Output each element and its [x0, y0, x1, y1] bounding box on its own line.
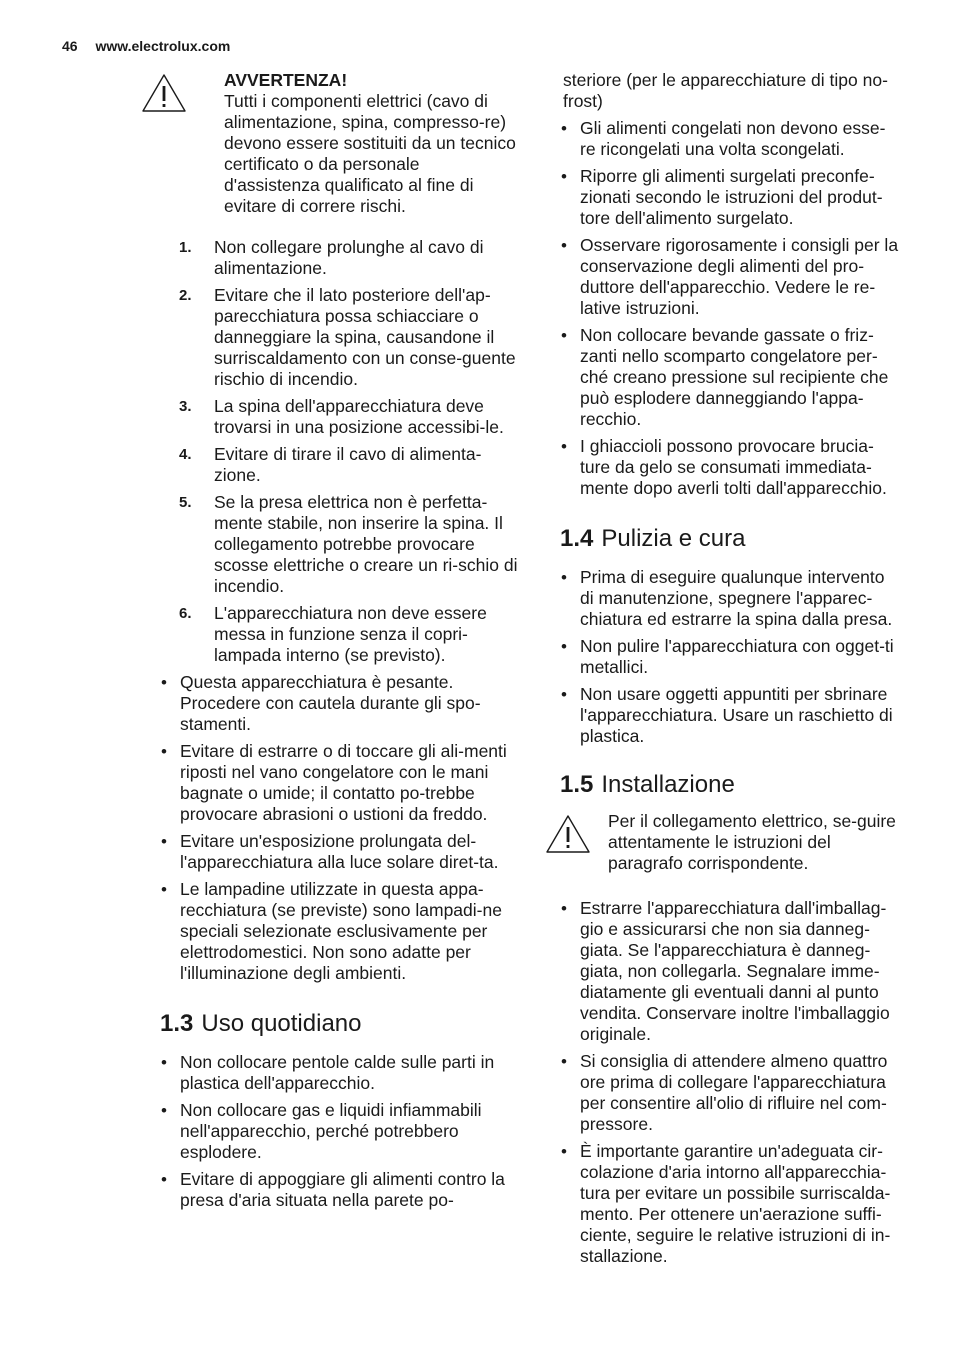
list-item: • Evitare di estrarre o di toccare gli ali-menti riposti nel vano congelatore con le mani bagnate o umide; il contatto po-trebbe provocare abrasioni o ustioni da freddo.: [140, 741, 518, 825]
list-item: 4. Evitare di tirare il cavo di alimenta-zione.: [179, 444, 482, 485]
list-item: • I ghiaccioli possono provocare brucia-ture da gelo se consumati immediata-mente dopo averli tolti dall'apparecchio.: [540, 436, 900, 499]
list-item: • Prima di eseguire qualunque intervento di manutenzione, spegnere l'apparec-chiatura ed estrarre la spina dalla presa.: [540, 567, 900, 630]
list-item: • Non collocare bevande gassate o friz-zanti nello scomparto congelatore per-ché creano pressione sul recipiente che può esplodere danneggiando l'appa-recchio.: [540, 325, 900, 430]
numbered-list: [140, 237, 518, 666]
list-item: • Osservare rigorosamente i consigli per la conservazione degli alimenti del pro-duttore dell'apparecchio. Vedere le re-lative istruzioni.: [540, 235, 900, 319]
list-item: • Non collocare gas e liquidi infiammabili nell'apparecchio, perché potrebbero esplodere.: [140, 1100, 518, 1163]
bullet-list: [540, 567, 900, 747]
warning-body: Tutti i componenti elettrici (cavo di alimentazione, spina, compresso-re) devono essere sostituiti da un tecnico certificato o da personale d'assistenza qualificato al fine di evitare di correre rischi.: [224, 91, 516, 216]
section-heading-1-5: 1.5 Installazione: [560, 771, 735, 798]
list-item: 5. Se la presa elettrica non è perfetta-mente stabile, non inserire la spina. Il collegamento potrebbe provocare scosse elettriche o creare un ri-schio di incendio.: [179, 492, 518, 596]
right-column: [540, 70, 900, 1273]
list-item: • Si consiglia di attendere almeno quattro ore prima di collegare l'apparecchiatura per consentire all'olio di rifluire nel com-pressore.: [540, 1051, 900, 1135]
list-item: 1. Non collegare prolunghe al cavo di alimentazione.: [179, 237, 484, 278]
warning-text: Per il collegamento elettrico, se-guire attentamente le istruzioni del paragrafo corrispondente.: [608, 811, 896, 873]
list-item: 3. La spina dell'apparecchiatura deve trovarsi in una posizione accessibi-le.: [179, 396, 504, 437]
list-item: • Estrarre l'apparecchiatura dall'imballag-gio e assicurarsi che non sia danneg-giata. Se l'apparecchiatura è danneg-giata, non collegarla. Segnalare imme-diatamente gli eventuali danni al punto vendita. Conservare inoltre l'imballaggio originale.: [540, 898, 900, 1045]
section-heading-1-4: 1.4 Pulizia e cura: [560, 525, 746, 552]
warning-block: [540, 811, 900, 874]
list-item: • È importante garantire un'adeguata cir-colazione d'aria intorno all'apparecchia-tura per evitare un possibile surriscalda-mento. Per ottenere un'aerazione suffi-ciente, seguire le relative istruzioni di in-stallazione.: [540, 1141, 900, 1267]
list-item: • Questa apparecchiatura è pesante. Procedere con cautela durante gli spo-stamenti.: [140, 672, 518, 735]
left-column: [140, 70, 518, 1217]
warning-triangle-icon: [140, 72, 188, 114]
list-item: 2. Evitare che il lato posteriore dell'ap-parecchiatura possa schiacciare o danneggiare la spina, causandone il surriscaldamento con un conse-guente rischio di incendio.: [179, 285, 516, 389]
continued-text: steriore (per le apparecchiature di tipo no-frost): [563, 70, 888, 111]
list-item: • Non pulire l'apparecchiatura con ogget-ti metallici.: [540, 636, 900, 678]
list-item: • Le lampadine utilizzate in questa appa-recchiatura (se previste) sono lampadi-ne speciali selezionate esclusivamente per elettrodomestici. Non sono adatte per l'illuminazione degli ambienti.: [140, 879, 518, 984]
warning-text: [224, 70, 518, 217]
list-item: • Evitare un'esposizione prolungata del-l'apparecchiatura alla luce solare diret-ta.: [140, 831, 518, 873]
site-url: www.electrolux.com: [95, 38, 231, 54]
list-item: • Non usare oggetti appuntiti per sbrinare l'apparecchiatura. Usare un raschietto di plastica.: [540, 684, 900, 747]
bullet-list: [540, 118, 900, 499]
list-item: • Gli alimenti congelati non devono esse-re ricongelati una volta scongelati.: [540, 118, 900, 160]
bullet-list: [540, 898, 900, 1267]
warning-triangle-icon: [544, 813, 592, 855]
warning-block: [140, 70, 518, 217]
list-item: 6. L'apparecchiatura non deve essere messa in funzione senza il copri-lampada interno (se previsto).: [179, 603, 487, 665]
list-item: • Non collocare pentole calde sulle parti in plastica dell'apparecchio.: [140, 1052, 518, 1094]
bullet-list: [140, 672, 518, 984]
section-heading-1-3: 1.3 Uso quotidiano: [160, 1010, 362, 1037]
bullet-list: [140, 1052, 518, 1211]
list-item: • Riporre gli alimenti surgelati preconfe-zionati secondo le istruzioni del produt-tore dell'alimento surgelato.: [540, 166, 900, 229]
list-item: • Evitare di appoggiare gli alimenti contro la presa d'aria situata nella parete po-: [140, 1169, 518, 1211]
page-number: 46: [62, 38, 78, 54]
page-header: [62, 38, 230, 54]
warning-title: AVVERTENZA!: [224, 70, 348, 90]
